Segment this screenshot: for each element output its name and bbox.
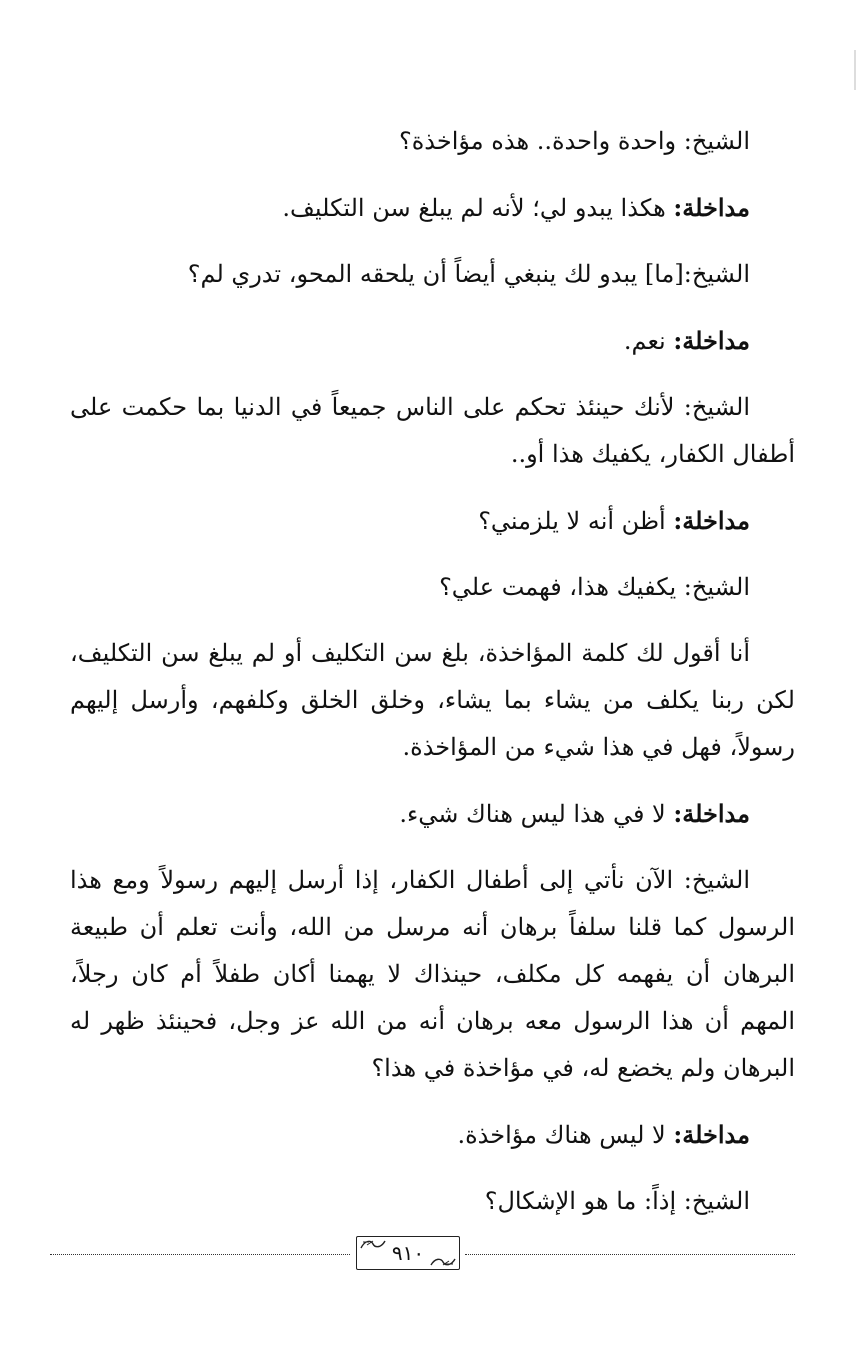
paragraph-text: [ما] يبدو لك ينبغي أيضاً أن يلحقه المحو، تدري لم؟ (187, 260, 684, 288)
speaker-label-shaykh: الشيخ: (683, 127, 750, 155)
paragraph-text: يكفيك هذا، فهمت علي؟ (439, 573, 684, 601)
paragraph-text: لأنك حينئذ تحكم على الناس جميعاً في الدنيا بما حكمت على أطفال الكفار، يكفيك هذا أو.. (70, 393, 795, 468)
paragraph-text: الآن نأتي إلى أطفال الكفار، إذا أرسل إليهم رسولاً ومع هذا الرسول كما قلنا سلفاً برهان أنه مرسل من الله، وأنت تعلم أن طبيعة البرهان أن يفهمه كل مكلف، حينذاك لا يهمنا أكان طفلاً أم كان رجلاً، المهم أن هذا الرسول معه برهان أنه من الله عز وجل، فحينئذ ظهر له البرهان ولم يخضع له، في مؤاخذة في هذا؟ (70, 866, 795, 1082)
dialogue-paragraph (70, 184, 795, 232)
speaker-label-shaykh: الشيخ: (683, 573, 750, 601)
speaker-label-shaykh: الشيخ: (683, 1187, 750, 1215)
speaker-label-interlocutor: مداخلة: (673, 326, 750, 355)
paragraph-text: نعم. (623, 327, 674, 355)
dialogue-paragraph (70, 251, 795, 298)
dialogue-paragraph (70, 1111, 795, 1159)
dialogue-paragraph (70, 790, 795, 838)
paragraph-text: لا في هذا ليس هناك شيء. (399, 800, 674, 828)
speaker-label-interlocutor: مداخلة: (673, 1120, 750, 1149)
dialogue-paragraph (70, 1178, 795, 1225)
dialogue-paragraph (70, 857, 795, 1092)
speaker-label-shaykh: الشيخ: (683, 393, 750, 421)
page-number: ٩١٠ (391, 1241, 425, 1265)
speaker-label-shaykh: الشيخ: (683, 260, 750, 288)
page-edge-mark (853, 50, 857, 90)
speaker-label-shaykh: الشيخ: (683, 866, 750, 894)
corner-flourish-icon (429, 1256, 457, 1268)
paragraph-text: واحدة واحدة.. هذه مؤاخذة؟ (398, 127, 684, 155)
footer-rule-right (465, 1254, 795, 1255)
paragraph-text: لا ليس هناك مؤاخذة. (457, 1121, 674, 1149)
dialogue-paragraph (70, 497, 795, 545)
paragraph-text: هكذا يبدو لي؛ لأنه لم يبلغ سن التكليف. (282, 194, 674, 222)
paragraph-text: أظن أنه لا يلزمني؟ (478, 507, 674, 535)
page-footer (50, 1234, 795, 1274)
paragraph-text: إذاً: ما هو الإشكال؟ (484, 1187, 684, 1215)
dialogue-text-block (70, 118, 795, 1244)
dialogue-paragraph (70, 384, 795, 478)
paragraph-text: أنا أقول لك كلمة المؤاخذة، بلغ سن التكليف أو لم يبلغ سن التكليف، لكن ربنا يكلف من يشاء بما يشاء، وخلق الخلق وكلفهم، وأرسل إليهم رسولاً، فهل في هذا شيء من المؤاخذة. (70, 639, 795, 761)
speaker-label-interlocutor: مداخلة: (673, 193, 750, 222)
dialogue-paragraph (70, 630, 795, 771)
speaker-label-interlocutor: مداخلة: (673, 799, 750, 828)
dialogue-paragraph (70, 118, 795, 165)
speaker-label-interlocutor: مداخلة: (673, 506, 750, 535)
page-number-frame (356, 1236, 460, 1270)
dialogue-paragraph (70, 564, 795, 611)
dialogue-paragraph (70, 317, 795, 365)
footer-rule-left (50, 1254, 350, 1255)
